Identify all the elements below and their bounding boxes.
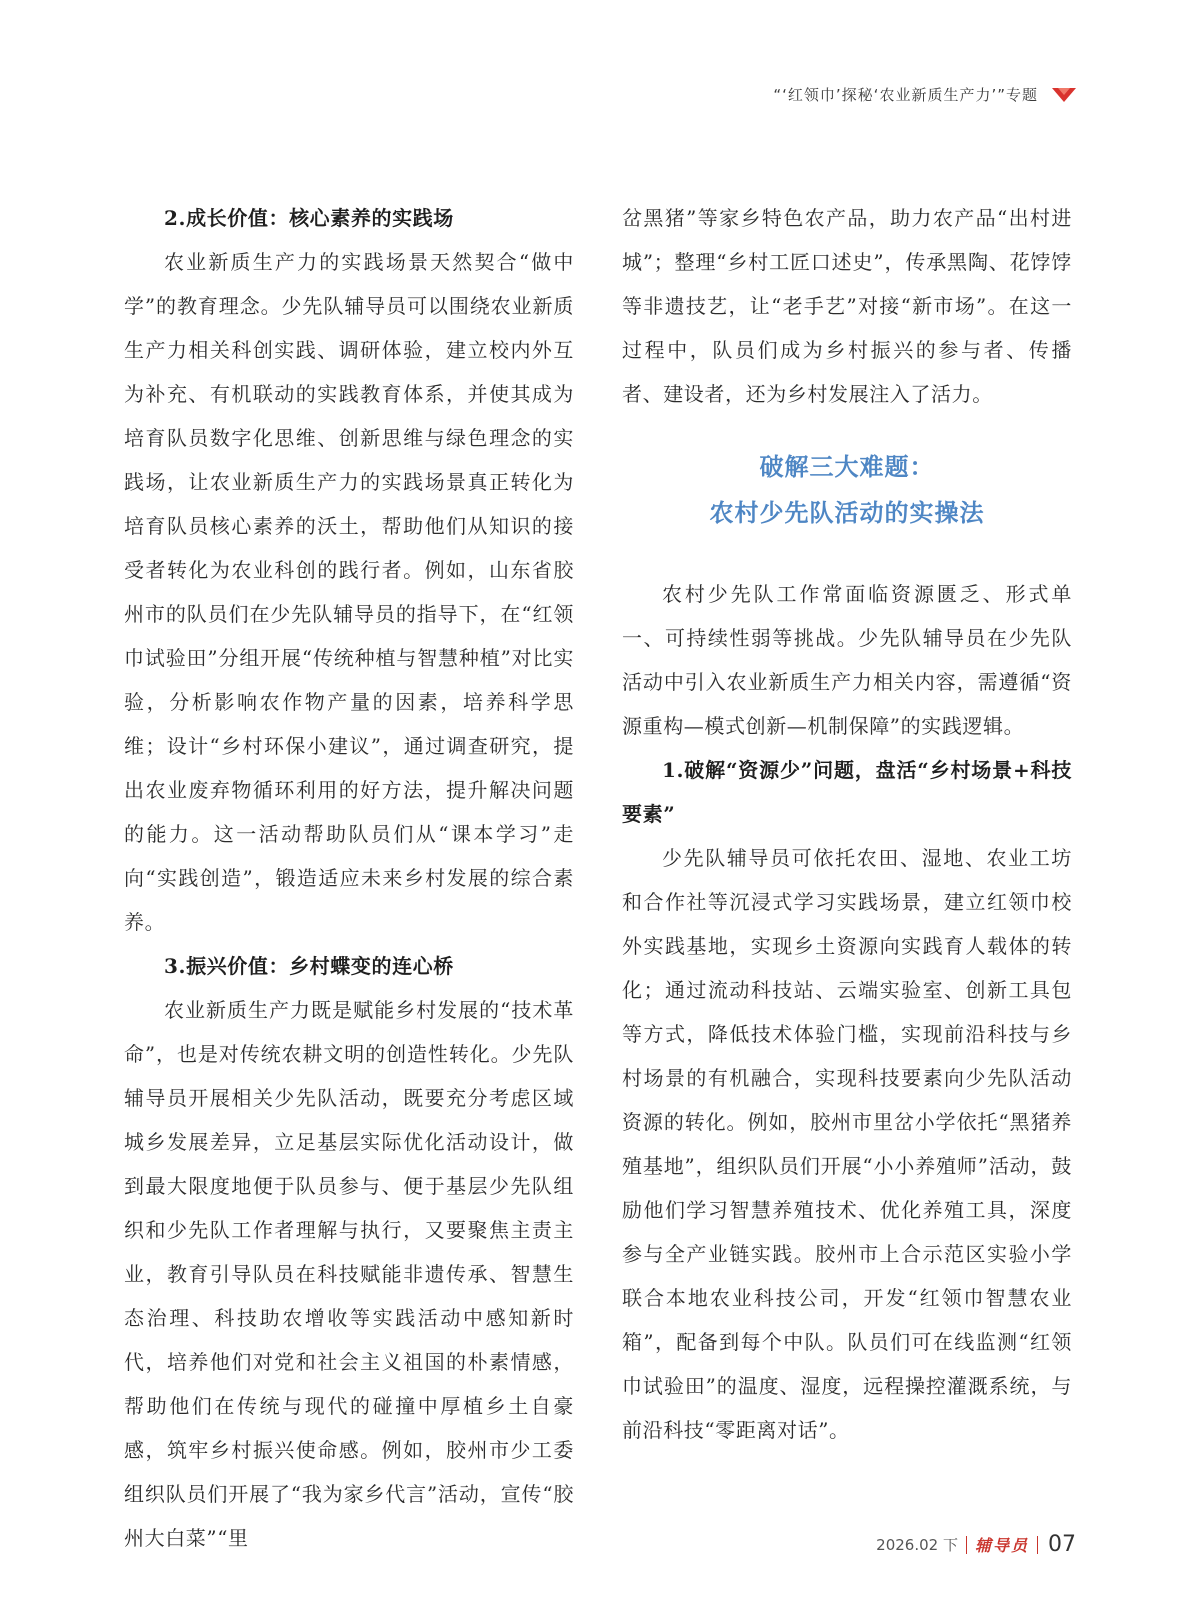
paragraph-growth: 农业新质生产力的实践场景天然契合“做中学”的教育理念。少先队辅导员可以围绕农业新质生产力相关科创实践、调研体验，建立校内外互为补充、有机联动的实践教育体系，并使其成为培育队员数字化思维、创新思维与绿色理念的实践场，让农业新质生产力的实践场景真正转化为培育队员核心素养的沃土，帮助他们从知识的接受者转化为农业科创的践行者。例如，山东省胶州市的队员们在少先队辅导员的指导下，在“红领巾试验田”分组开展“传统种植与智慧种植”对比实验，分析影响农作物产量的因素，培养科学思维；设计“乡村环保小建议”，通过调查研究，提出农业废弃物循环利用的好方法，提升解决问题的能力。这一活动帮助队员们从“课本学习”走向“实践创造”，锻造适应未来乡村发展的综合素养。	[124, 250, 574, 934]
paragraph-intro: 农村少先队工作常面临资源匮乏、形式单一、可持续性弱等挑战。少先队辅导员在少先队活动中引入农业新质生产力相关内容，需遵循“资源重构—模式创新—机制保障”的实践逻辑。	[622, 582, 1072, 738]
magazine-logo: 辅导员	[974, 1536, 1029, 1555]
left-column	[124, 196, 574, 1560]
section-title	[622, 444, 1072, 536]
section-title-line2: 农村少先队活动的实操法	[709, 499, 985, 527]
paragraph-resources: 少先队辅导员可依托农田、湿地、农业工坊和合作社等沉浸式学习实践场景，建立红领巾校外实践基地，实现乡土资源向实践育人载体的转化；通过流动科技站、云端实验室、创新工具包等方式，降低技术体验门槛，实现前沿科技与乡村场景的有机融合，实现科技要素向少先队活动资源的转化。例如，胶州市里岔小学依托“黑猪养殖基地”，组织队员们开展“小小养殖师”活动，鼓励他们学习智慧养殖技术、优化养殖工具，深度参与全产业链实践。胶州市上合示范区实验小学联合本地农业科技公司，开发“红领巾智慧农业箱”，配备到每个中队。队员们可在线监测“红领巾试验田”的温度、湿度，远程操控灌溉系统，与前沿科技“零距离对话”。	[622, 846, 1072, 1442]
page-footer	[876, 1532, 1076, 1557]
subheading-growth: 2.成长价值：核心素养的实践场	[164, 206, 454, 230]
subheading-revival: 3.振兴价值：乡村蝶变的连心桥	[164, 954, 454, 978]
running-header: “‘红领巾’探秘‘农业新质生产力’”专题	[773, 86, 1038, 104]
page-number: 07	[1048, 1532, 1076, 1557]
right-column	[622, 196, 1072, 1452]
subheading-resources: 1.破解“资源少”问题，盘活“乡村场景+科技要素”	[622, 758, 1072, 826]
paragraph-continued: 岔黑猪”等家乡特色农产品，助力农产品“出村进城”；整理“乡村工匠口述史”，传承黑陶、花饽饽等非遗技艺，让“老手艺”对接“新市场”。在这一过程中，队员们成为乡村振兴的参与者、传播者、建设者，还为乡村发展注入了活力。	[622, 206, 1072, 406]
divider	[1037, 1536, 1038, 1554]
paragraph-revival: 农业新质生产力既是赋能乡村发展的“技术革命”，也是对传统农耕文明的创造性转化。少先队辅导员开展相关少先队活动，既要充分考虑区域城乡发展差异，立足基层实际优化活动设计，做到最大限度地便于队员参与、便于基层少先队组织和少先队工作者理解与执行，又要聚焦主责主业，教育引导队员在科技赋能非遗传承、智慧生态治理、科技助农增收等实践活动中感知新时代，培养他们对党和社会主义祖国的朴素情感，帮助他们在传统与现代的碰撞中厚植乡土自豪感，筑牢乡村振兴使命感。例如，胶州市少工委组织队员们开展了“我为家乡代言”活动，宣传“胶州大白菜”“里	[124, 998, 574, 1550]
divider	[966, 1536, 967, 1554]
section-title-line1: 破解三大难题：	[759, 453, 935, 481]
issue-label: 2026.02 下	[876, 1536, 958, 1554]
triangle-marker-icon	[1052, 88, 1076, 102]
